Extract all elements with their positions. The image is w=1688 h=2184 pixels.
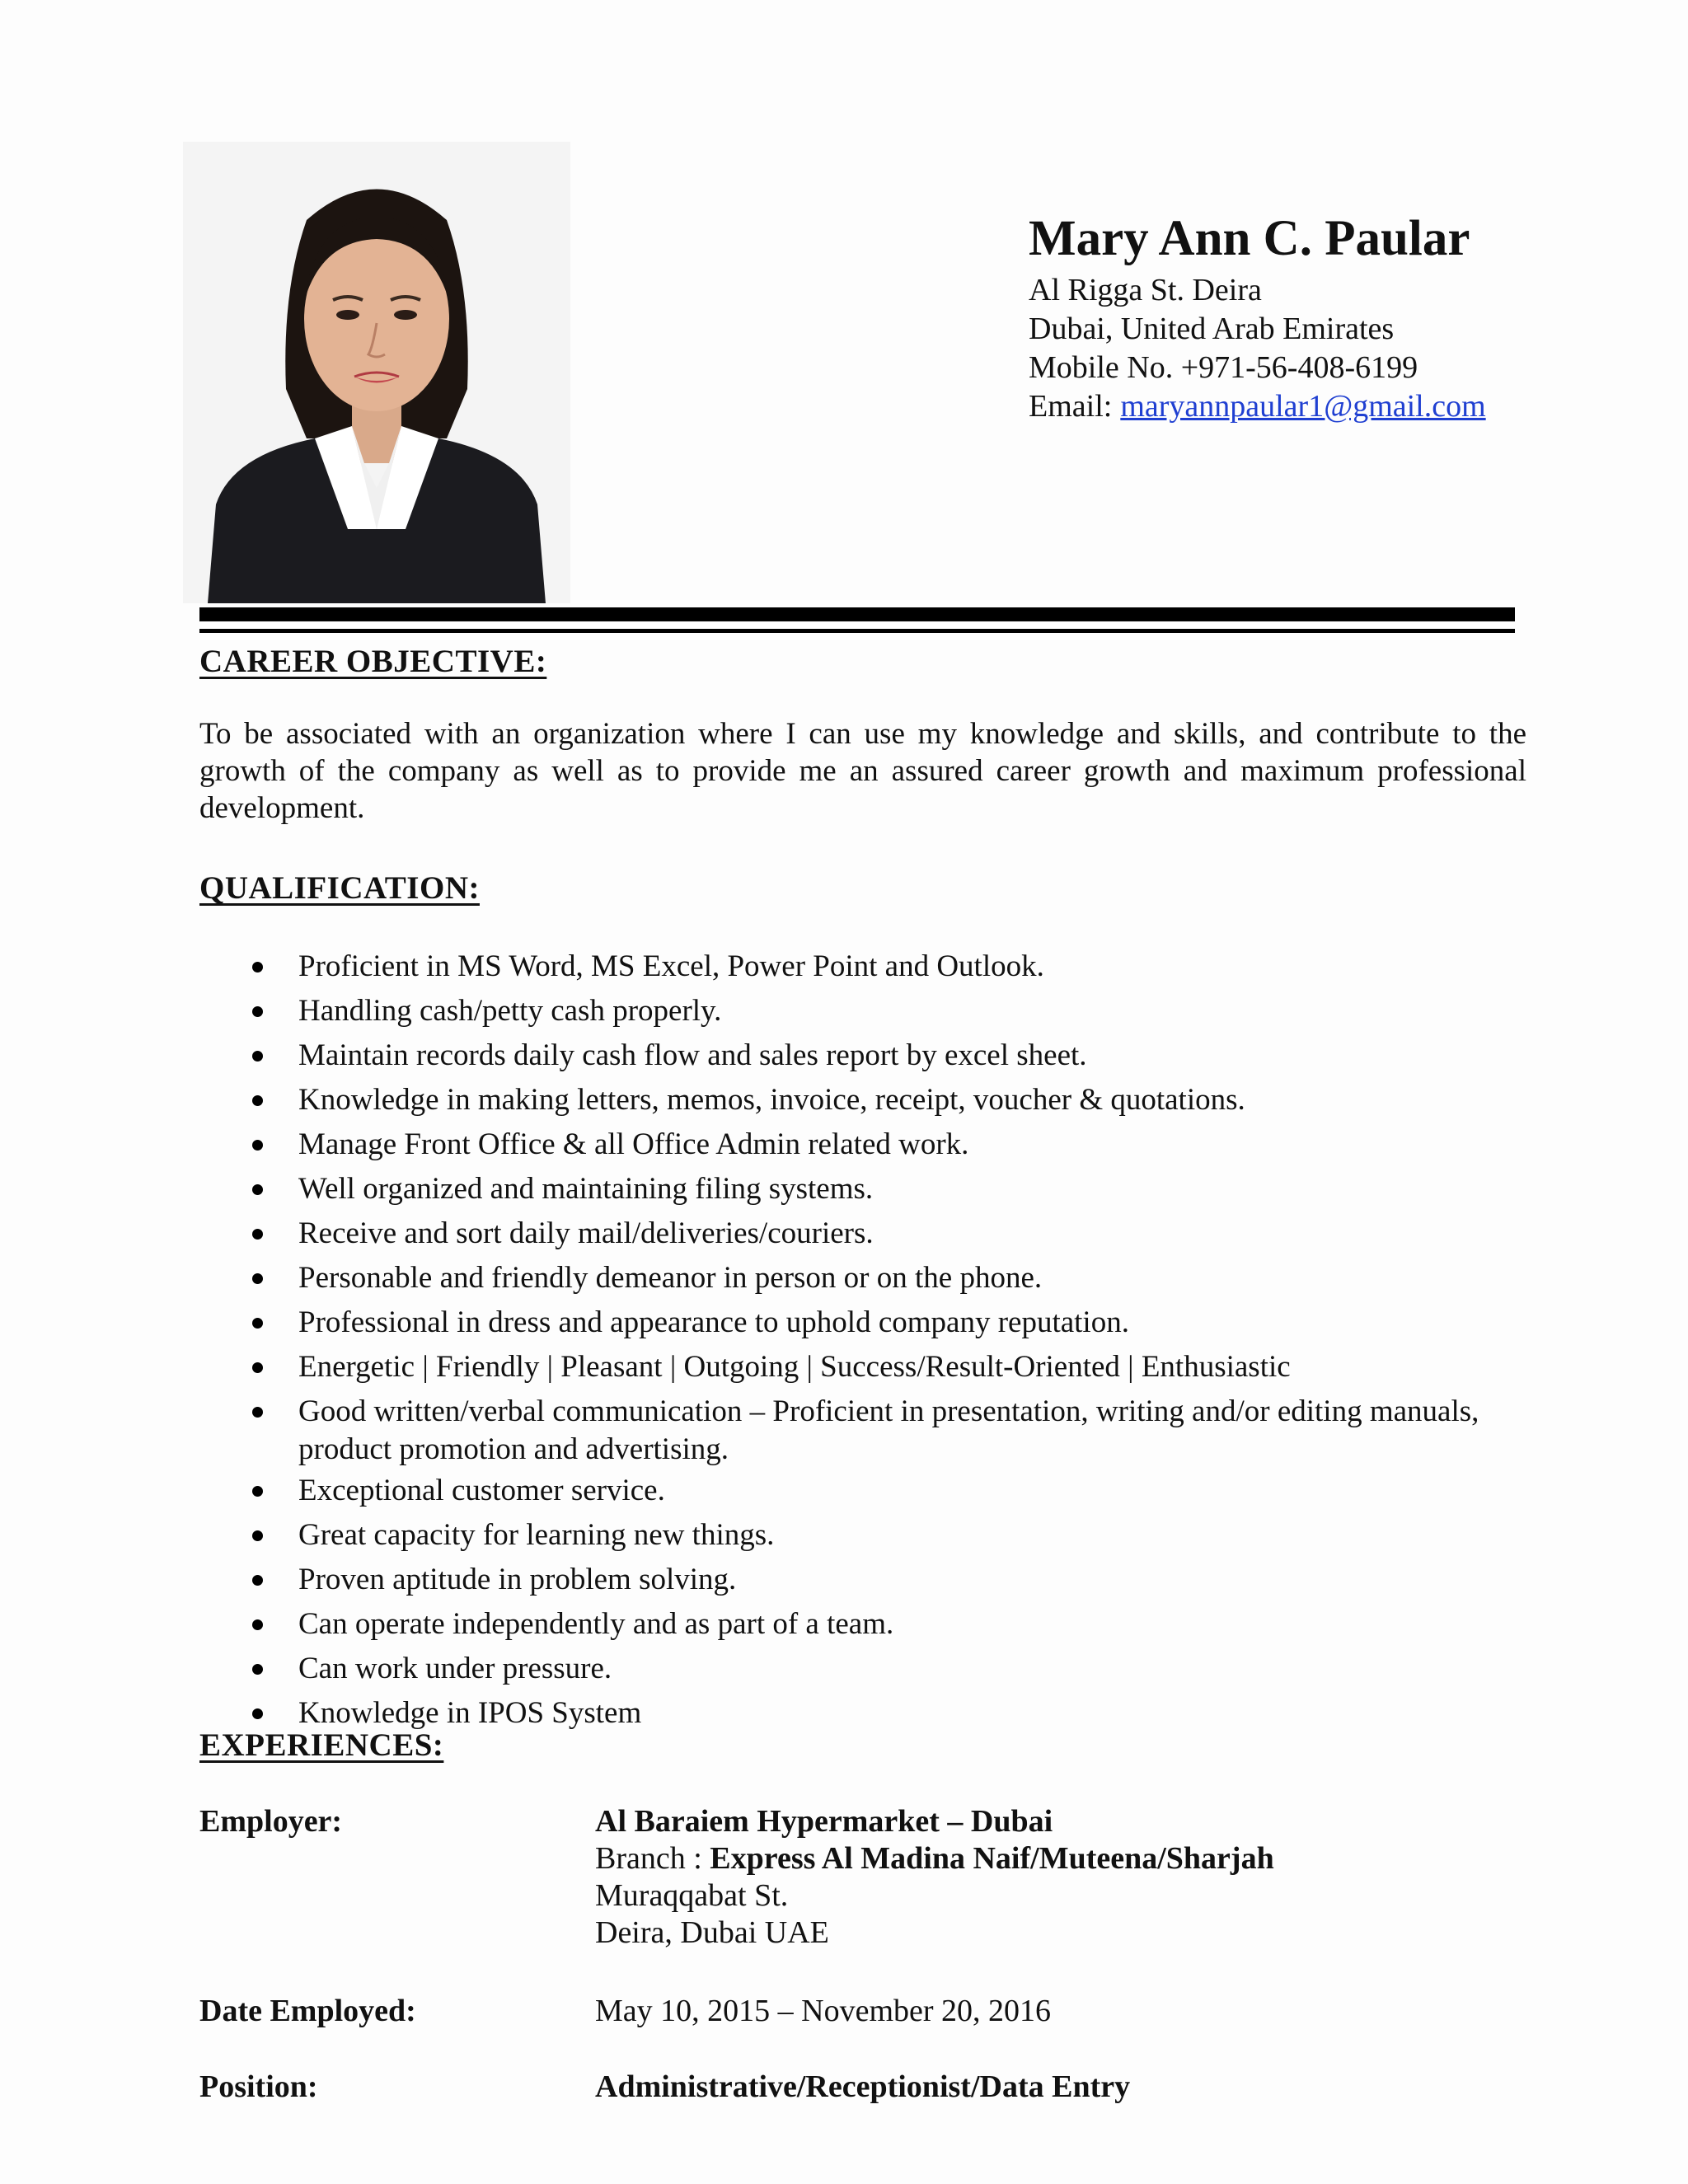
date-employed-value: May 10, 2015 – November 20, 2016 (595, 1994, 1052, 2028)
email-line (1029, 387, 1655, 426)
email-label: Email: (1029, 389, 1113, 424)
bullet-icon (252, 1362, 263, 1373)
qualification-text: Knowledge in IPOS System (298, 1696, 642, 1730)
qualification-text: Receive and sort daily mail/deliveries/couriers. (298, 1216, 874, 1250)
qualification-text: Exceptional customer service. (298, 1474, 665, 1507)
bullet-icon (252, 1407, 263, 1418)
branch-name: Express Al Madina Naif/Muteena/Sharjah (710, 1841, 1274, 1876)
list-item (199, 1081, 1518, 1122)
branch-line (595, 1840, 1274, 1877)
bullet-icon (252, 1273, 263, 1284)
branch-prefix: Branch : (595, 1841, 710, 1876)
bullet-icon (252, 1664, 263, 1675)
qualification-text: Handling cash/petty cash properly. (298, 994, 722, 1028)
bullet-icon (252, 962, 263, 972)
qualification-text: Great capacity for learning new things. (298, 1518, 775, 1552)
list-item (199, 992, 1518, 1033)
qualification-text: Knowledge in making letters, memos, invoice, receipt, voucher & quotations. (298, 1083, 1245, 1117)
qualification-text: Can work under pressure. (298, 1652, 612, 1685)
list-item (199, 1561, 1518, 1602)
portrait-photo (183, 142, 570, 603)
list-item (199, 1516, 1518, 1558)
employer-name: Al Baraiem Hypermarket – Dubai (595, 1804, 1053, 1839)
list-item (199, 1605, 1518, 1647)
bullet-icon (252, 1229, 263, 1240)
qualification-text: Well organized and maintaining filing systems. (298, 1172, 874, 1206)
list-item (199, 1215, 1518, 1256)
position-label: Position: (199, 2069, 318, 2104)
date-employed-label: Date Employed: (199, 1994, 416, 2028)
qualification-text: Energetic | Friendly | Pleasant | Outgoing | Success/Result-Oriented | Enthusiastic (298, 1350, 1291, 1384)
qualification-heading: QUALIFICATION: (199, 870, 480, 906)
header-divider-thick (199, 607, 1515, 621)
list-item (199, 1348, 1518, 1390)
applicant-name: Mary Ann C. Paular (1029, 211, 1470, 266)
qualification-text: Maintain records daily cash flow and sales report by excel sheet. (298, 1038, 1087, 1072)
bullet-icon (252, 1184, 263, 1195)
career-objective-text: To be associated with an organization where I can use my knowledge and skills, and contribute to the growth of the company as well as to provide me an assured career growth and maximum professional development. (199, 717, 1526, 825)
position-value: Administrative/Receptionist/Data Entry (595, 2069, 1131, 2104)
list-item (199, 1170, 1518, 1212)
bullet-icon (252, 1006, 263, 1017)
list-item (199, 1259, 1518, 1301)
bullet-icon (252, 1708, 263, 1719)
employer-details (595, 1803, 1274, 1952)
list-item (199, 948, 1518, 989)
list-item (199, 1304, 1518, 1345)
qualification-text: Personable and friendly demeanor in person or on the phone. (298, 1261, 1043, 1295)
qualification-text: Proven aptitude in problem solving. (298, 1563, 737, 1596)
header-divider-thin (199, 629, 1515, 633)
bullet-icon (252, 1318, 263, 1329)
qualification-text: Professional in dress and appearance to uphold company reputation. (298, 1305, 1129, 1339)
list-item (199, 1126, 1518, 1167)
employer-address-line-2: Deira, Dubai UAE (595, 1915, 829, 1950)
list-item (199, 1037, 1518, 1078)
address-line-1: Al Rigga St. Deira (1029, 273, 1262, 307)
qualification-text: Manage Front Office & all Office Admin related work. (298, 1127, 969, 1161)
bullet-icon (252, 1530, 263, 1541)
bullet-icon (252, 1051, 263, 1062)
employer-address-line-1: Muraqqabat St. (595, 1878, 789, 1913)
qualification-text: Can operate independently and as part of a team. (298, 1607, 894, 1641)
experiences-heading: EXPERIENCES: (199, 1727, 444, 1763)
bullet-icon (252, 1575, 263, 1586)
qualification-list (199, 948, 1518, 1739)
bullet-icon (252, 1140, 263, 1151)
bullet-icon (252, 1619, 263, 1630)
portrait-illustration (183, 142, 570, 603)
list-item (199, 1393, 1518, 1469)
contact-header (1029, 210, 1655, 426)
employer-label: Employer: (199, 1804, 343, 1839)
mobile-number: Mobile No. +971-56-408-6199 (1029, 350, 1418, 385)
career-objective-heading: CAREER OBJECTIVE: (199, 644, 547, 679)
bullet-icon (252, 1486, 263, 1497)
list-item (199, 1650, 1518, 1691)
email-link[interactable]: maryannpaular1@gmail.com (1120, 389, 1486, 424)
address-line-2: Dubai, United Arab Emirates (1029, 312, 1395, 346)
qualification-text: Proficient in MS Word, MS Excel, Power Point and Outlook. (298, 949, 1044, 983)
qualification-text: Good written/verbal communication – Proficient in presentation, writing and/or editing manuals, product promotion and advertising. (298, 1394, 1479, 1466)
list-item (199, 1472, 1518, 1513)
bullet-icon (252, 1095, 263, 1106)
